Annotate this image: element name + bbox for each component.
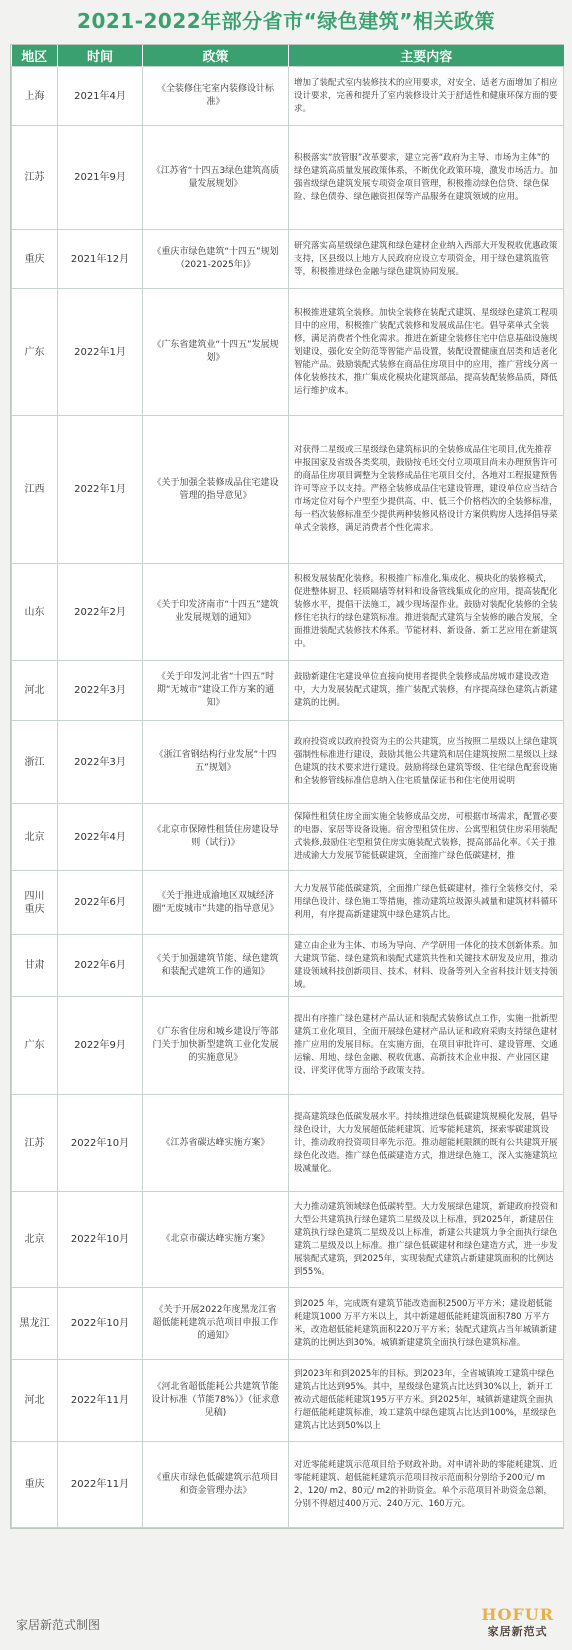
cell-time: 2022年6月 <box>58 871 143 935</box>
cell-policy: 《关于开展2022年度黑龙江省超低能耗建筑示范项目申报工作的通知》 <box>143 1288 289 1360</box>
cell-policy: 《关于推进成渝地区双城经济圈“无废城市”共建的指导意见》 <box>143 871 289 935</box>
table-row <box>12 1442 564 1528</box>
cell-policy: 《江苏省碳达峰实施方案》 <box>143 1095 289 1192</box>
header-region: 地区 <box>12 45 58 67</box>
table-row <box>12 1192 564 1288</box>
cell-region: 山东 <box>12 564 58 661</box>
cell-content: 增加了装配式室内装修技术的应用要求，对安全、适老方面增加了相应设计要求，完善和提升了室内装修设计关于舒适性和健康环保方面的要求。 <box>289 67 564 126</box>
cell-time: 2022年1月 <box>58 416 143 564</box>
cell-time: 2021年4月 <box>58 67 143 126</box>
cell-region: 江苏 <box>12 1095 58 1192</box>
brand-logo <box>481 1606 554 1640</box>
cell-region: 甘肃 <box>12 935 58 997</box>
table-header-row <box>12 45 564 67</box>
cell-policy: 《关于加强全装修成品住宅建设管理的指导意见》 <box>143 416 289 564</box>
cell-policy: 《广东省建筑业“十四五”发展规划》 <box>143 289 289 416</box>
cell-time: 2022年4月 <box>58 804 143 871</box>
cell-time: 2022年9月 <box>58 997 143 1095</box>
cell-content: 提出有序推广绿色建材产品认证和装配式装修试点工作，实施一批新型建筑工业化项目，全面开展绿色建材产品认证和政府采购支持绿色建材推广应用的发展目标。在实施方面，在项目审批许可、建设管理、交通运输、用地、绿色金融、税收优惠、高新技术企业申报、产业园区建设、评奖评优等方面给予政策支持。 <box>289 997 564 1095</box>
table-row <box>12 564 564 661</box>
cell-content: 提高建筑绿色低碳发展水平。持续推进绿色低碳建筑规模化发展，倡导绿色设计，大力发展超低能耗建筑、近零能耗建筑，探索零碳建筑设计，推动政府投资项目率先示范。推动超能耗限额的既有公共建筑开展绿色化改造。推广绿色低碳建造方式，推进绿色施工，深入实施建筑垃圾减量化。 <box>289 1095 564 1192</box>
cell-content: 建立由企业为主体、市场为导向、产学研用一体化的技术创新体系。加大建筑节能、绿色建筑和装配式建筑共性和关键技术研发及应用，推动建设领域科技创新项目、技术、材料、设备等列入全省科技计划支持领域。 <box>289 935 564 997</box>
cell-time: 2022年2月 <box>58 564 143 661</box>
cell-time: 2022年11月 <box>58 1442 143 1528</box>
cell-content: 积极发展装配化装修。积极推广标准化,集成化、模块化的装修模式，促进整体厨卫、轻质隔墙等材料和设备管线集成化的应用，提高装配化装修水平，提倡干法施工，减少现场湿作业。鼓励对装配化装修的全装修住宅执行的绿色建筑标准。推进装配式建筑与全装修的融合发展，全面推进装配式装修技术体系。节能材料、新设备、新工艺应用在新建筑中。 <box>289 564 564 661</box>
cell-time: 2022年3月 <box>58 721 143 804</box>
cell-policy: 《重庆市绿色建筑“十四五”规划（2021-2025年)》 <box>143 230 289 289</box>
cell-content: 到2025 年，完成既有建筑节能改造面积2500万平方米；建设超低能耗建筑1000 万平方米以上，其中新建超低能耗建筑面积780 万平方米，改造超低能耗建筑面积220万平方米；装配式建筑占当年城镇新建建筑的比例达到30%。城镇新建建筑全面执行绿色建筑标准。 <box>289 1288 564 1360</box>
cell-content: 大力发展节能低碳建筑，全面推广绿色低碳建材，推行全装修交付，采用绿色设计、绿色施工等措施，推动建筑垃圾源头减量和建筑材料循环利用，有序提高新建建筑中绿色建筑占比。 <box>289 871 564 935</box>
cell-time: 2021年12月 <box>58 230 143 289</box>
cell-policy: 《浙江省钢结构行业发展“十四五”规划》 <box>143 721 289 804</box>
header-time: 时间 <box>58 45 143 67</box>
cell-content: 保障性租赁住房全面实施全装修成品交房，可根据市场需求，配置必要的电器、家居等设备设施。宿舍型租赁住房、公寓型租赁住房采用装配式装修,鼓励住宅型租赁住房实施装配式装修，提高部品化率。《关于推进成渝大力发展节能低碳建筑，全面推广绿色低碳建材，推 <box>289 804 564 871</box>
table-row <box>12 804 564 871</box>
cell-policy: 《河北省超低能耗公共建筑节能设计标准（节能78%）》（征求意见稿) <box>143 1360 289 1442</box>
table-row <box>12 67 564 126</box>
cell-policy: 《全装修住宅室内装修设计标准》 <box>143 67 289 126</box>
table-row <box>12 997 564 1095</box>
policy-table-container <box>10 44 564 1529</box>
table-row <box>12 1288 564 1360</box>
cell-region: 北京 <box>12 804 58 871</box>
cell-time: 2022年10月 <box>58 1288 143 1360</box>
cell-time: 2022年11月 <box>58 1360 143 1442</box>
cell-region: 河北 <box>12 661 58 721</box>
cell-policy: 《北京市碳达峰实施方案》 <box>143 1192 289 1288</box>
cell-time: 2022年3月 <box>58 661 143 721</box>
header-content: 主要内容 <box>289 45 564 67</box>
table-row <box>12 1095 564 1192</box>
footer-credit: 家居新范式制图 <box>16 1618 101 1632</box>
cell-content: 到2023年和到2025年的目标。到2023年，全省城镇竣工建筑中绿色建筑占比达到95%。其中，星级绿色建筑占比达到30%以上，新开工被动式超低能耗建筑195万平方米。到2025年，城镇新建建筑全面执行超低能耗建筑标准，竣工建筑中绿色建筑占比达到100%，星级绿色建筑占比达到50%以上 <box>289 1360 564 1442</box>
cell-region: 河北 <box>12 1360 58 1442</box>
cell-policy: 《北京市保障性租赁住房建设导则（试行)》 <box>143 804 289 871</box>
cell-region: 江苏 <box>12 126 58 230</box>
cell-content: 政府投资或以政府投资为主的公共建筑，应当按照二星级以上绿色建筑强制性标准进行建设，鼓励其他公共建筑和居住建筑按照二星级以上绿色建筑的技术要求进行建设。鼓励将绿色建筑等级、住宅绿色配套设施和全装修管线标准信息纳入住宅质量保证书和住宅使用说明 <box>289 721 564 804</box>
header-policy: 政策 <box>143 45 289 67</box>
cell-content: 对获得二星级或三星级绿色建筑标识的全装修成品住宅项目,优先推荐申报国家及省级各类奖项，鼓励按毛坯交付立项项目尚未办理预售许可的商品住房项目调整为全装修成品住宅项目交付，各地对工程报建预售许可等应予以支持。严格全装修成品住宅建设管理，建设单位应当结合市场定位对每个户型至少提供高、中、低三个价格档次的全装修标准，每一档次装修标准至少提供两种装修风格设计方案供购房人选择倡导菜单式全装修，满足消费者个性化需求。 <box>289 416 564 564</box>
cell-policy: 《广东省住房和城乡建设厅等部门关于加快新型建筑工业化发展的实施意见》 <box>143 997 289 1095</box>
cell-content: 对近零能耗建筑示范项目给予财政补助。对申请补助的零能耗建筑、近零能耗建筑、超低能耗建筑示范项目按示范面积分别给予200元/ m2、120/ m2、80元/ m2的补助资金。单个示范项目补助资金总额，分别不得超过400万元、240万元、160万元。 <box>289 1442 564 1528</box>
table-row <box>12 289 564 416</box>
cell-region: 北京 <box>12 1192 58 1288</box>
cell-policy: 《关于加强建筑节能、绿色建筑和装配式建筑工作的通知》 <box>143 935 289 997</box>
table-row <box>12 871 564 935</box>
cell-time: 2022年10月 <box>58 1192 143 1288</box>
footer <box>0 1602 572 1650</box>
table-row <box>12 1360 564 1442</box>
policy-table <box>11 45 564 1528</box>
cell-content: 研究落实高星级绿色建筑和绿色建材企业纳入西部大开发税收优惠政策支持，区县级以上地方人民政府应设立专项资金，用于绿色建筑监管等，积极推进绿色金融与绿色建筑协同发展。 <box>289 230 564 289</box>
cell-region: 广东 <box>12 997 58 1095</box>
table-row <box>12 721 564 804</box>
cell-region: 黑龙江 <box>12 1288 58 1360</box>
page-title: 2021-2022年部分省市“绿色建筑”相关政策 <box>77 9 495 33</box>
cell-content: 大力推动建筑领域绿色低碳转型。大力发展绿色建筑，新建政府投资和大型公共建筑执行绿色建筑二星级及以上标准，到2025年，新建居住建筑执行绿色建筑二星级及以上标准，新建公共建筑力争全面执行绿色建筑二星级及以上标准。推广绿色低碳建材和绿色建造方式，进一步发展装配式建筑，到2025年，实现装配式建筑占新建建筑面积的比例达到55%。 <box>289 1192 564 1288</box>
table-row <box>12 416 564 564</box>
cell-region: 四川 重庆 <box>12 871 58 935</box>
cell-policy: 《关于印发济南市“十四五”建筑业发展规划的通知》 <box>143 564 289 661</box>
cell-content: 鼓励新建住宅建设单位直接向使用者提供全装修成品房城市建设改造中，大力发展装配式建筑，推广装配式装修，有序提高绿色建筑占新建建筑的比例。 <box>289 661 564 721</box>
cell-region: 广东 <box>12 289 58 416</box>
cell-time: 2022年10月 <box>58 1095 143 1192</box>
cell-time: 2022年6月 <box>58 935 143 997</box>
table-row <box>12 935 564 997</box>
table-row <box>12 661 564 721</box>
cell-content: 积极推进建筑全装修。加快全装修在装配式建筑、星级绿色建筑工程项目中的应用，积极推广装配式装修和发展成品住宅。倡导菜单式全装修，满足消费者个性化需求。推进在新建全装修住宅中信息基础设施规划建设，强化安全防范等智能产品设置，装配设置健康直居类和适老化智能产品。鼓励装配式装修在商品住房项目中的应用，推广营线分离一体化装修技术，推广集成化模块化建筑部品，提高装配装修品质，降低运行维护成本。 <box>289 289 564 416</box>
cell-time: 2021年9月 <box>58 126 143 230</box>
cell-time: 2022年1月 <box>58 289 143 416</box>
cell-region: 浙江 <box>12 721 58 804</box>
cell-content: 积极落实“放管服”改革要求，建立完善“政府为主导、市场为主体”的绿色建筑高质量发展政策体系，不断优化政策环境，激发市场活力。加强省级绿色建筑发展专项资金项目管理，积极推动绿色信贷、绿色保险、绿色债券、绿色融资担保等产品服务在建筑领域的应用。 <box>289 126 564 230</box>
logo-mark: HOFUR <box>481 1605 554 1624</box>
cell-region: 上海 <box>12 67 58 126</box>
table-row <box>12 230 564 289</box>
table-row <box>12 126 564 230</box>
cell-policy: 《重庆市绿色低碳建筑示范项目和资金管理办法》 <box>143 1442 289 1528</box>
cell-region: 江西 <box>12 416 58 564</box>
cell-policy: 《关于印发河北省“十四五”时期“无城市”建设工作方案的通知》 <box>143 661 289 721</box>
cell-region: 重庆 <box>12 230 58 289</box>
cell-policy: 《江苏省“十四五3绿色建筑高质量发展规划》 <box>143 126 289 230</box>
logo-text: 家居新范式 <box>487 1625 548 1638</box>
cell-region: 重庆 <box>12 1442 58 1528</box>
